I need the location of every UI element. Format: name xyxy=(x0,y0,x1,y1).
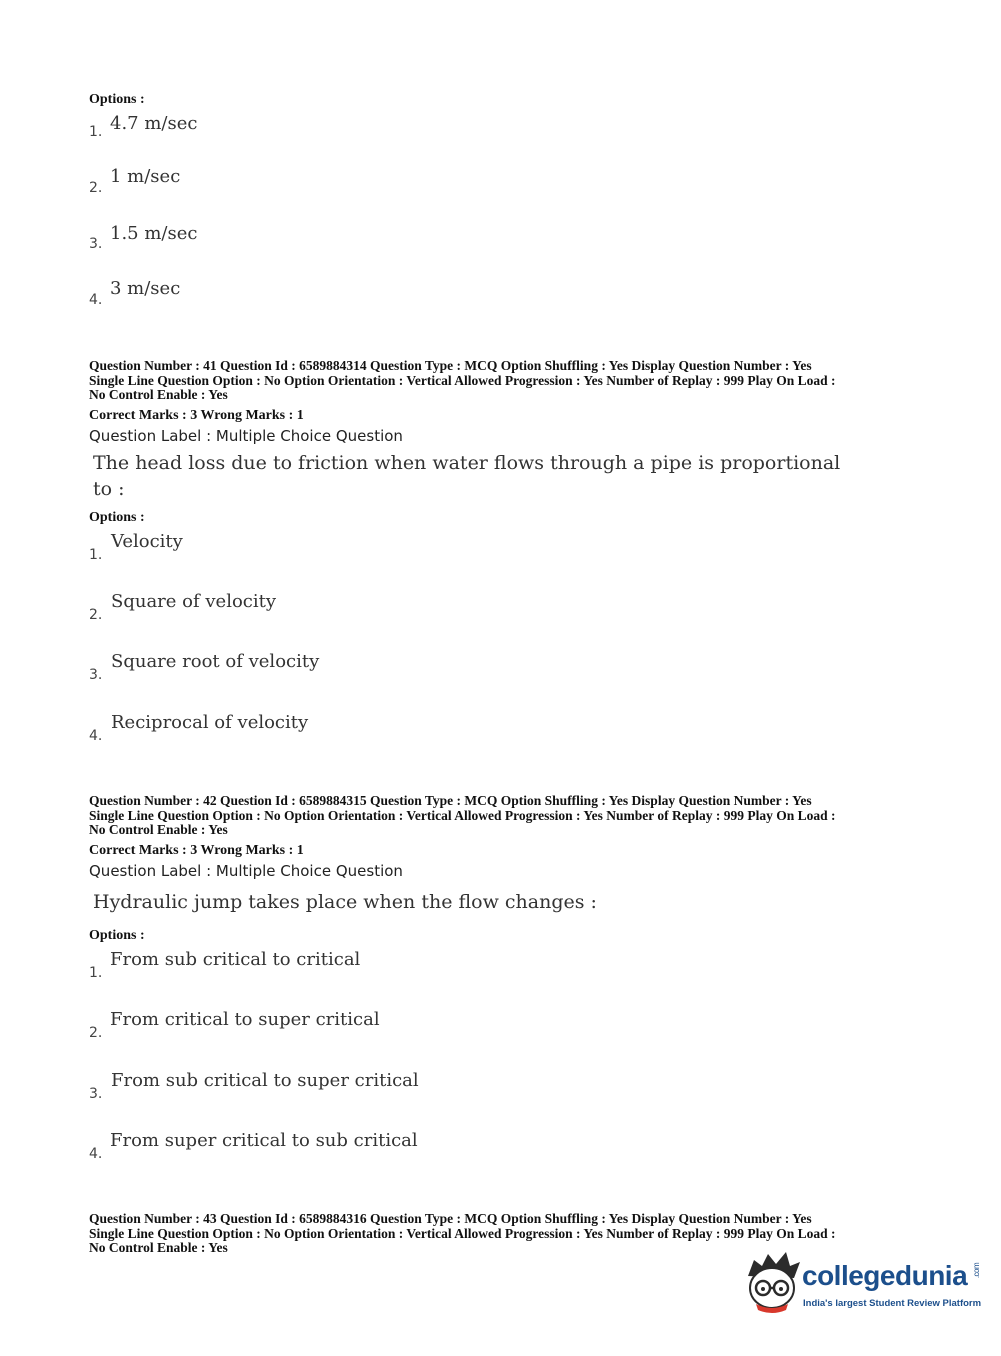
marks: Correct Marks : 3 Wrong Marks : 1 xyxy=(89,408,304,423)
option-text[interactable]: 4.7 m/sec xyxy=(110,113,198,134)
option-text[interactable]: From super critical to sub critical xyxy=(110,1130,418,1151)
option-number: 1. xyxy=(89,965,103,981)
option-number: 3. xyxy=(89,1086,103,1102)
option-text[interactable]: Square root of velocity xyxy=(111,651,320,672)
meta-line: Single Line Question Option : No Option Orientation : Vertical Allowed Progression : Yes Number of Replay : 999 Play On Load : xyxy=(89,1225,836,1241)
logo-tagline: India's largest Student Review Platform xyxy=(803,1298,982,1309)
question-41-meta xyxy=(89,359,929,403)
option-number: 4. xyxy=(89,1146,103,1162)
logo-name: collegedunia xyxy=(802,1260,968,1291)
option-text[interactable]: From sub critical to critical xyxy=(110,949,361,970)
option-number: 2. xyxy=(89,1025,103,1041)
question-label: Question Label : Multiple Choice Question xyxy=(89,862,403,880)
option-text[interactable]: Reciprocal of velocity xyxy=(111,712,309,733)
question-text-line: to : xyxy=(93,478,125,500)
options-heading: Options : xyxy=(89,92,145,107)
option-number: 3. xyxy=(89,236,103,252)
question-text: Hydraulic jump takes place when the flow changes : xyxy=(93,891,597,913)
question-text-line: The head loss due to friction when water flows through a pipe is proportional xyxy=(93,452,841,474)
meta-line: No Control Enable : Yes xyxy=(89,387,228,403)
mascot-icon xyxy=(742,1250,804,1318)
meta-line: Question Number : 42 Question Id : 6589884315 Question Type : MCQ Option Shuffling : Yes Display Question Number : Yes xyxy=(89,793,812,808)
option-number: 4. xyxy=(89,292,103,308)
logo-wordmark xyxy=(802,1260,985,1292)
option-text[interactable]: From critical to super critical xyxy=(110,1009,380,1030)
meta-line: Single Line Question Option : No Option Orientation : Vertical Allowed Progression : Yes Number of Replay : 999 Play On Load : xyxy=(89,807,836,823)
collegedunia-logo xyxy=(742,1250,982,1320)
meta-line: No Control Enable : Yes xyxy=(89,822,228,838)
option-text[interactable]: 1 m/sec xyxy=(110,166,181,187)
question-42-meta xyxy=(89,794,929,838)
option-text[interactable]: From sub critical to super critical xyxy=(111,1070,419,1091)
logo-suffix: .com xyxy=(972,1262,982,1279)
option-number: 1. xyxy=(89,124,103,140)
option-text[interactable]: 1.5 m/sec xyxy=(110,223,198,244)
options-heading: Options : xyxy=(89,928,145,943)
option-text[interactable]: 3 m/sec xyxy=(110,278,181,299)
marks: Correct Marks : 3 Wrong Marks : 1 xyxy=(89,843,304,858)
question-label: Question Label : Multiple Choice Question xyxy=(89,427,403,445)
option-number: 2. xyxy=(89,607,103,623)
option-number: 1. xyxy=(89,547,103,563)
option-text[interactable]: Square of velocity xyxy=(111,591,277,612)
meta-line: Question Number : 41 Question Id : 6589884314 Question Type : MCQ Option Shuffling : Yes Display Question Number : Yes xyxy=(89,358,812,373)
meta-line: Single Line Question Option : No Option Orientation : Vertical Allowed Progression : Yes Number of Replay : 999 Play On Load : xyxy=(89,372,836,388)
meta-line: Question Number : 43 Question Id : 6589884316 Question Type : MCQ Option Shuffling : Yes Display Question Number : Yes xyxy=(89,1211,812,1226)
meta-line: No Control Enable : Yes xyxy=(89,1240,228,1256)
question-text xyxy=(93,450,840,502)
option-text[interactable]: Velocity xyxy=(111,531,183,552)
option-number: 4. xyxy=(89,728,103,744)
options-heading: Options : xyxy=(89,510,145,525)
option-number: 3. xyxy=(89,667,103,683)
option-number: 2. xyxy=(89,180,103,196)
